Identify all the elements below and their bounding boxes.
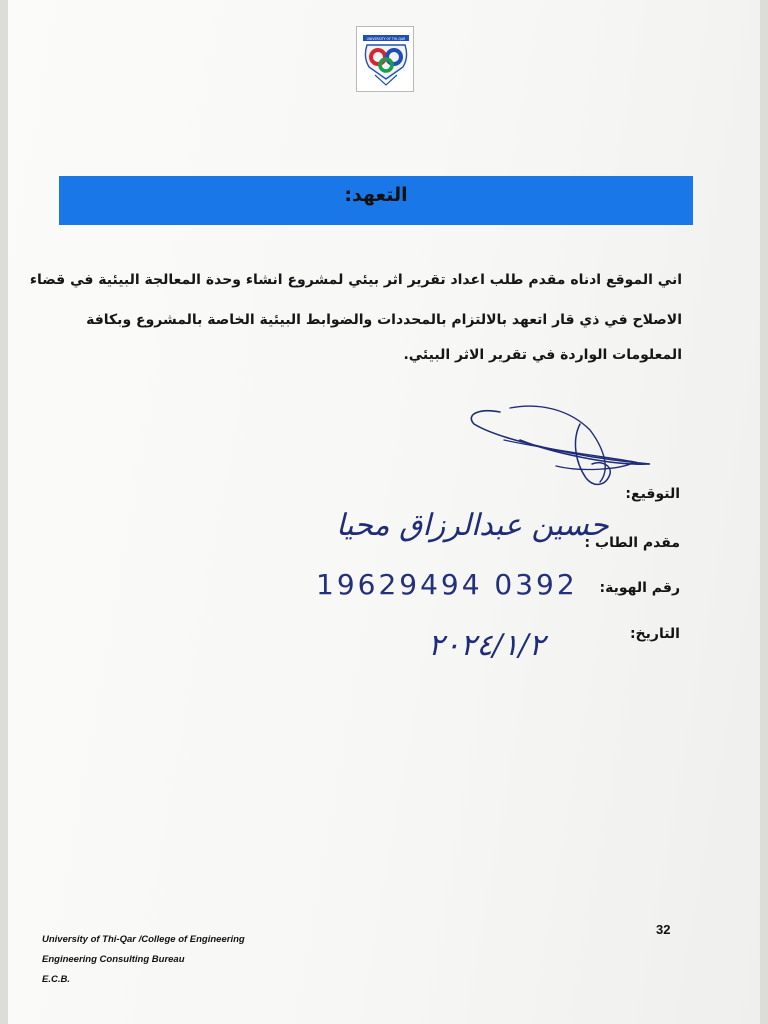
body-line-3: المعلومات الواردة في تقرير الاثر البيئي.: [403, 347, 682, 363]
university-logo: [356, 26, 414, 92]
document-page: [8, 0, 760, 1024]
logo-emblem-icon: [357, 27, 415, 93]
page-number: 32: [656, 922, 671, 937]
footer-university: University of Thi-Qar /College of Engineering: [42, 934, 245, 945]
date-label: التاريخ:: [629, 626, 680, 642]
heading-bar: [59, 176, 693, 225]
signature-label: التوقيع:: [625, 486, 680, 502]
id-number-handwritten: 19629494 0392: [316, 568, 578, 601]
footer-bureau: Engineering Consulting Bureau: [42, 954, 185, 965]
id-label: رقم الهوية:: [599, 580, 680, 596]
footer-abbreviation: E.C.B.: [42, 974, 70, 985]
svg-text:UNIVERSITY OF THI-QAR: UNIVERSITY OF THI-QAR: [366, 37, 406, 41]
handwritten-signature: [460, 400, 660, 500]
body-line-2: الاصلاح في ذي قار اتعهد بالالتزام بالمحددات والضوابط البيئية الخاصة بالمشروع وبكافة: [86, 312, 682, 328]
pledge-heading: التعهد:: [344, 184, 408, 206]
body-line-1: اني الموقع ادناه مقدم طلب اعداد تقرير اثر بيئي لمشروع انشاء وحدة المعالجة البيئية في قضاء: [29, 272, 682, 288]
applicant-label: مقدم الطاب :: [584, 535, 680, 551]
date-handwritten: ٢٠٢٤/١/٢: [428, 628, 545, 663]
applicant-name-handwritten: حسين عبدالرزاق محيا: [336, 508, 609, 543]
